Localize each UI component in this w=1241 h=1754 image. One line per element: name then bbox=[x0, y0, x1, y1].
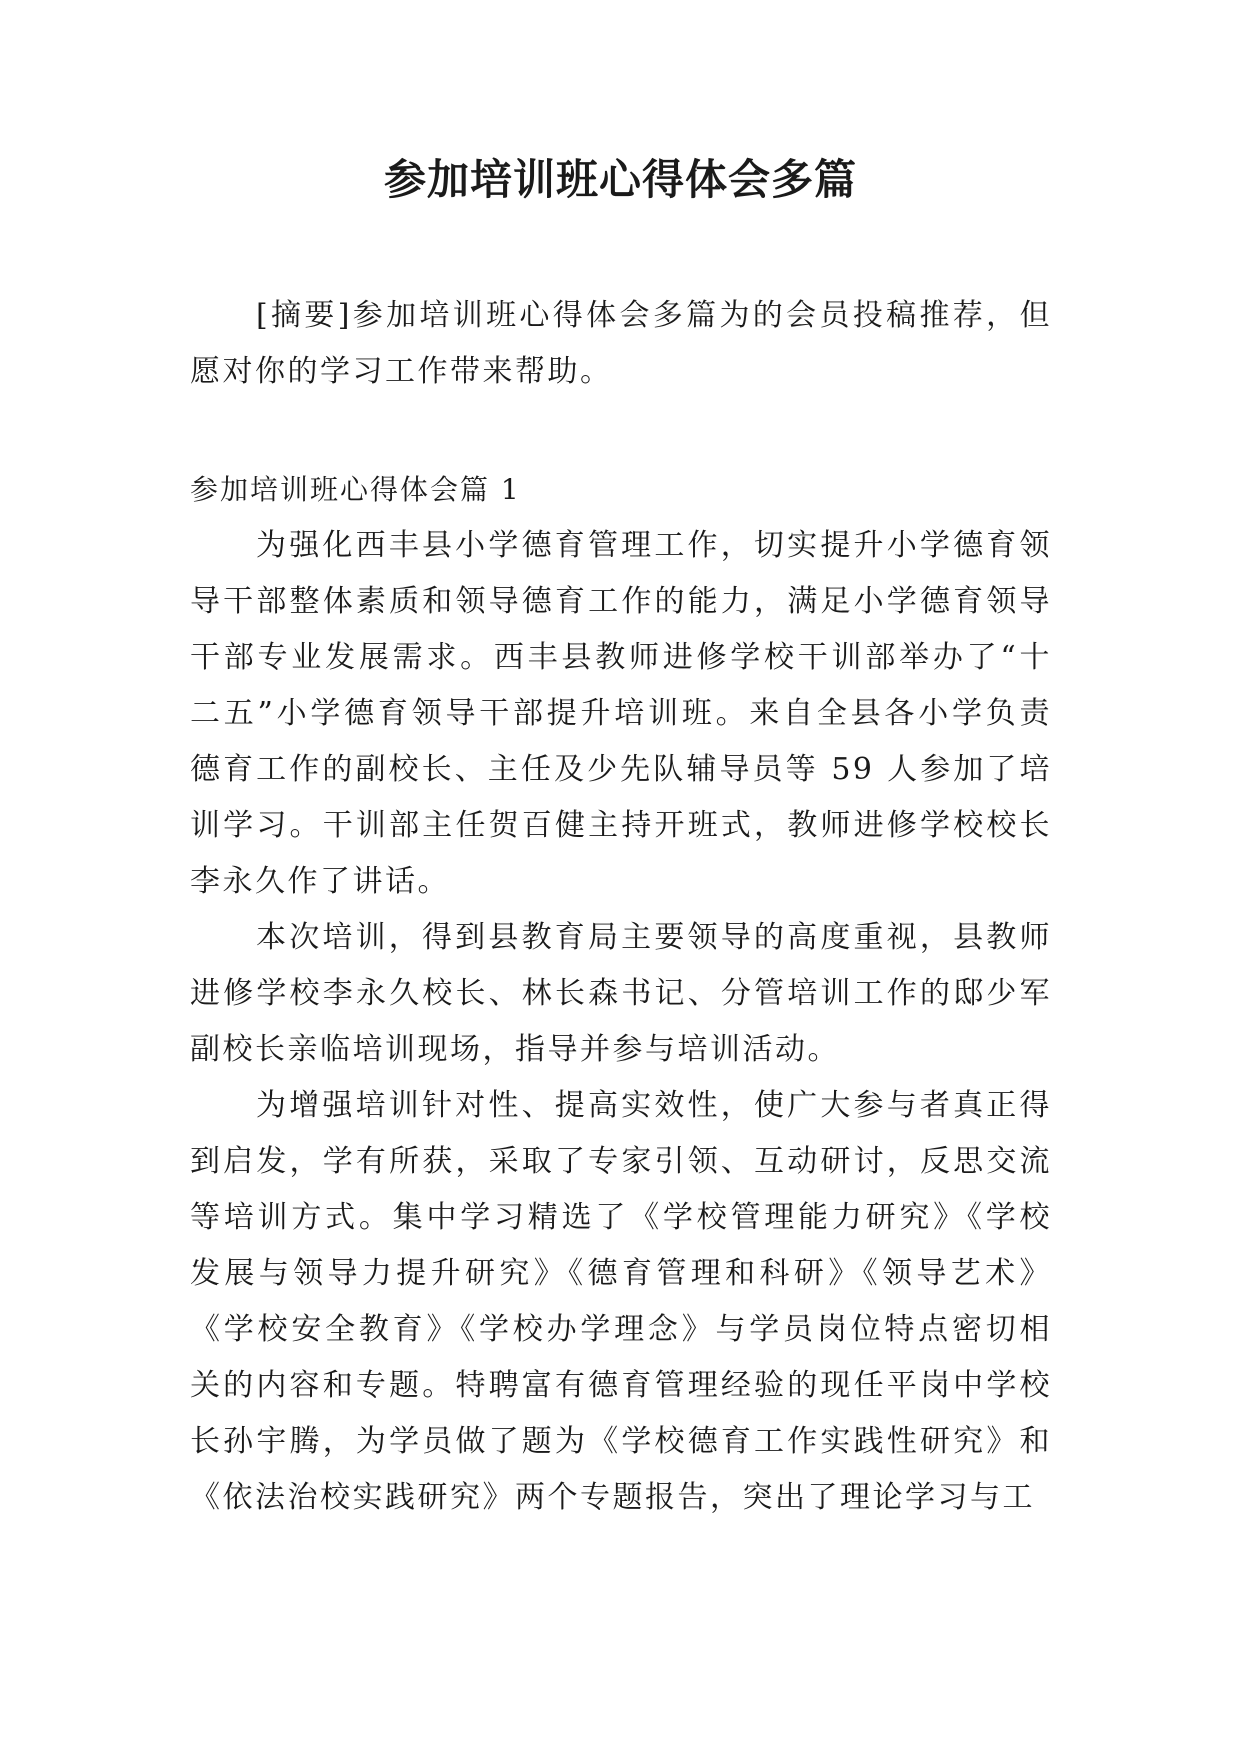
abstract-paragraph: [摘要]参加培训班心得体会多篇为的会员投稿推荐，但愿对你的学习工作带来帮助。 bbox=[190, 298, 1052, 389]
body-paragraph-2: 本次培训，得到县教育局主要领导的高度重视，县教师进修学校李永久校长、林长森书记、分管培训工作的邸少军副校长亲临培训现场，指导并参与培训活动。 bbox=[190, 920, 1052, 1067]
section-heading: 参加培训班心得体会篇 1 bbox=[190, 473, 521, 506]
document-title: 参加培训班心得体会多篇 bbox=[383, 155, 857, 204]
body-paragraph-1: 为强化西丰县小学德育管理工作，切实提升小学德育领导干部整体素质和领导德育工作的能力，满足小学德育领导干部专业发展需求。西丰县教师进修学校干训部举办了“十二五”小学德育领导干部提升培训班。来自全县各小学负责德育工作的副校长、主任及少先队辅导员等 59 人参加了培训学习。干训部主任贺百健主持开班式，教师进修学校校长李永久作了讲话。 bbox=[190, 528, 1052, 899]
body-paragraph-3: 为增强培训针对性、提高实效性，使广大参与者真正得到启发，学有所获，采取了专家引领、互动研讨，反思交流等培训方式。集中学习精选了《学校管理能力研究》《学校发展与领导力提升研究》《德育管理和科研》《领导艺术》《学校安全教育》《学校办学理念》与学员岗位特点密切相关的内容和专题。特聘富有德育管理经验的现任平岗中学校长孙宇腾，为学员做了题为《学校德育工作实践性研究》和《依法治校实践研究》两个专题报告，突出了理论学习与工 bbox=[190, 1088, 1052, 1515]
